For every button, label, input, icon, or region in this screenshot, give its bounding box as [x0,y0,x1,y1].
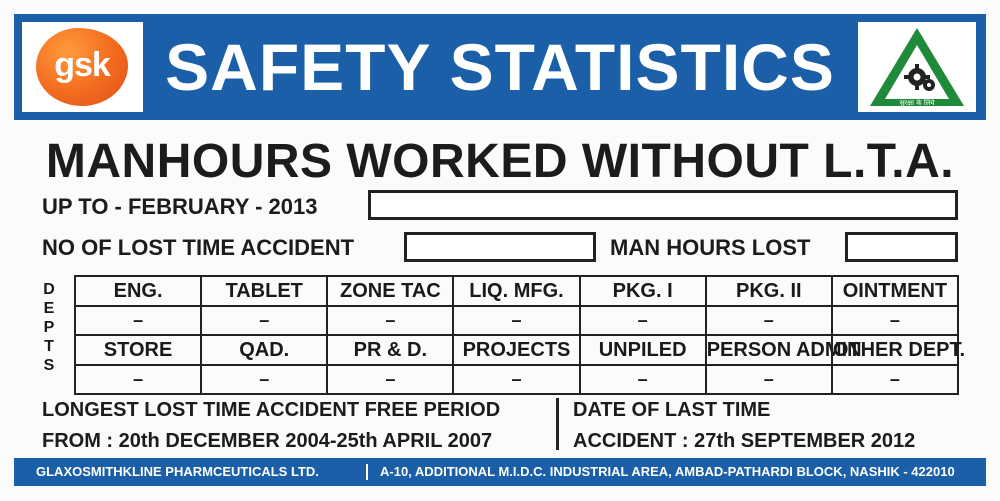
dept-value: – [832,365,958,394]
depts-letter: T [44,338,54,355]
dept-value: – [580,306,706,335]
table-row [75,335,958,365]
dept-name: UNPILED [580,335,706,365]
table-row [75,365,958,394]
footer-address: A-10, ADDITIONAL M.I.D.C. INDUSTRIAL AREA, AMBAD-PATHARDI BLOCK, NASHIK - 422010 [380,464,955,479]
dept-name: LIQ. MFG. [453,276,579,306]
safety-emblem-logo [858,22,976,112]
dept-name: OINTMENT [832,276,958,306]
departments-table [74,275,966,395]
man-hours-lost-label: MAN HOURS LOST [610,235,811,260]
dept-value: – [580,365,706,394]
depts-letter: P [43,319,55,336]
lost-time-accident-label: NO OF LOST TIME ACCIDENT [42,235,355,260]
dept-name: OTHER DEPT. [832,335,958,365]
dept-value: – [453,365,579,394]
section-divider [556,398,559,450]
dept-value: – [201,365,327,394]
dept-value: – [832,306,958,335]
dept-value: – [453,306,579,335]
depts-letter: S [43,357,55,374]
longest-period-line1: LONGEST LOST TIME ACCIDENT FREE PERIOD [42,399,501,421]
safety-triangle-icon [867,25,967,109]
dept-value: – [75,306,201,335]
dept-name: QAD. [201,335,327,365]
dept-value: – [706,306,832,335]
dept-value: – [327,306,453,335]
gsk-logo-shape [36,28,128,106]
table-row [75,306,958,335]
dept-name: PKG. II [706,276,832,306]
dept-value: – [327,365,453,394]
footer-bar [14,458,986,486]
dept-name: PR & D. [327,335,453,365]
depts-letter: D [43,281,55,298]
page-title: SAFETY STATISTICS [165,30,835,104]
depts-side-label [40,280,58,375]
dept-value: – [201,306,327,335]
dept-value: – [75,365,201,394]
last-accident-line1: DATE OF LAST TIME [573,399,771,421]
man-hours-lost-box [845,232,958,262]
depts-letter: E [43,300,55,317]
longest-period-line2: FROM : 20th DECEMBER 2004-25th APRIL 2007 [42,430,493,452]
up-to-value-box [368,190,958,220]
footer-separator [366,464,368,480]
lost-time-accident-box [404,232,596,262]
dept-name: ZONE TAC [327,276,453,306]
footer-company: GLAXOSMITHKLINE PHARMCEUTICALS LTD. [36,464,319,479]
gsk-logo-text: gsk [54,46,110,84]
dept-name: PERSON ADMIN [706,335,832,365]
dept-name: ENG. [75,276,201,306]
gsk-logo [22,22,143,112]
emblem-text: सुरक्षा के लिये [899,99,935,107]
dept-name: TABLET [201,276,327,306]
dept-name: STORE [75,335,201,365]
main-heading: MANHOURS WORKED WITHOUT L.T.A. [45,135,955,188]
table-row [75,276,958,306]
last-accident-line2: ACCIDENT : 27th SEPTEMBER 2012 [573,430,916,452]
up-to-label: UP TO - FEBRUARY - 2013 [42,194,318,219]
dept-name: PKG. I [580,276,706,306]
dept-name: PROJECTS [453,335,579,365]
dept-value: – [706,365,832,394]
